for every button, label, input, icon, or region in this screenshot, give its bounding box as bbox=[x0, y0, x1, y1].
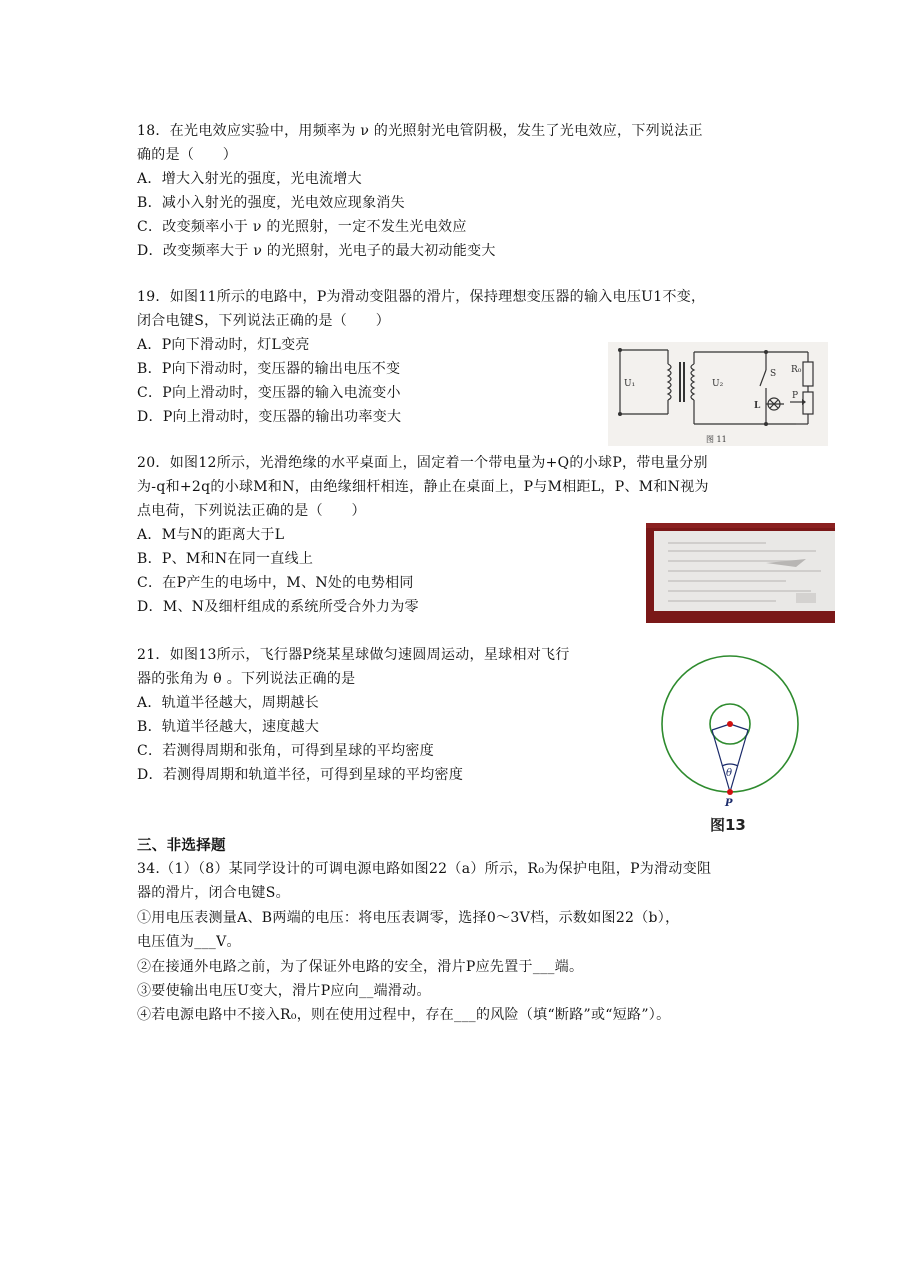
section3-heading: 三、非选择题 bbox=[137, 838, 226, 854]
q34-line2: 器的滑片，闭合电键S。 bbox=[137, 885, 290, 901]
fig13-label-theta: θ bbox=[726, 768, 733, 779]
q21-option-b: B．轨道半径越大，速度越大 bbox=[137, 719, 320, 735]
q34-line3: ①用电压表测量A、B两端的电压：将电压表调零，选择0～3V档，示数如图22（b）， bbox=[137, 910, 680, 926]
q18-option-c: C．改变频率小于 ν 的光照射，一定不发生光电效应 bbox=[137, 219, 467, 235]
q18-stem-line1: 18．在光电效应实验中，用频率为 ν 的光照射光电管阴极，发生了光电效应，下列说法正 bbox=[137, 123, 703, 139]
q20-option-c: C．在P产生的电场中，M、N处的电势相同 bbox=[137, 575, 414, 591]
q18-option-a: A．增大入射光的强度，光电流增大 bbox=[137, 171, 362, 187]
q18-option-b: B．减小入射光的强度，光电效应现象消失 bbox=[137, 195, 405, 211]
fig11-label-r0: R₀ bbox=[791, 365, 802, 375]
fig11-label-s: S bbox=[770, 369, 777, 379]
fig11-label-u1: U₁ bbox=[624, 379, 636, 389]
fig11-label-p: P bbox=[792, 391, 799, 401]
q20-stem-line3: 点电荷，下列说法正确的是（ ） bbox=[137, 503, 366, 519]
figure-11-circuit bbox=[608, 342, 828, 446]
q19-stem-line2: 闭合电键S，下列说法正确的是（ ） bbox=[137, 313, 390, 329]
q20-option-d: D．M、N及细杆组成的系统所受合外力为零 bbox=[137, 599, 419, 615]
q34-line4: 电压值为___V。 bbox=[137, 934, 241, 950]
q21-option-d: D．若测得周期和轨道半径，可得到星球的平均密度 bbox=[137, 767, 464, 783]
q19-stem-line1: 19．如图11所示的电路中，P为滑动变阻器的滑片，保持理想变压器的输入电压U1不变， bbox=[137, 289, 706, 305]
planet-center-dot bbox=[727, 721, 733, 727]
q34-line6: ③要使输出电压U变大，滑片P应向__端滑动。 bbox=[137, 983, 431, 999]
fig11-label-l: L bbox=[754, 401, 761, 411]
fig11-caption: 图 11 bbox=[706, 435, 727, 444]
figure-13-orbit bbox=[658, 652, 806, 812]
q34-line1: 34.（1）（8）某同学设计的可调电源电路如图22（a）所示，R₀为保护电阻，P为滑动变阻 bbox=[137, 861, 712, 877]
q21-stem-line2: 器的张角为 θ 。下列说法正确的是 bbox=[137, 671, 356, 687]
fig13-caption: 图13 bbox=[710, 816, 746, 834]
spacecraft-dot bbox=[727, 789, 733, 795]
q34-line7: ④若电源电路中不接入R₀，则在使用过程中，存在___的风险（填“断路”或“短路”）。 bbox=[137, 1007, 671, 1023]
fig11-label-u2: U₂ bbox=[712, 379, 724, 389]
q19-option-c: C．P向上滑动时，变压器的输入电流变小 bbox=[137, 385, 401, 401]
q21-stem-line1: 21．如图13所示，飞行器P绕某星球做匀速圆周运动，星球相对飞行 bbox=[137, 647, 570, 663]
q19-option-a: A．P向下滑动时，灯L变亮 bbox=[137, 337, 310, 353]
q21-option-a: A．轨道半径越大，周期越长 bbox=[137, 695, 320, 711]
q20-option-b: B．P、M和N在同一直线上 bbox=[137, 551, 314, 567]
fig13-label-p: P bbox=[725, 798, 733, 809]
q19-option-d: D．P向上滑动时，变压器的输出功率变大 bbox=[137, 409, 402, 425]
q18-stem-line2: 确的是（ ） bbox=[137, 147, 238, 163]
q20-option-a: A．M与N的距离大于L bbox=[137, 527, 285, 543]
q20-stem-line2: 为-q和+2q的小球M和N，由绝缘细杆相连，静止在桌面上，P与M相距L，P、M和N视为 bbox=[137, 479, 709, 495]
q19-option-b: B．P向下滑动时，变压器的输出电压不变 bbox=[137, 361, 401, 377]
figure-12-photo bbox=[646, 523, 835, 623]
q21-option-c: C．若测得周期和张角，可得到星球的平均密度 bbox=[137, 743, 435, 759]
q20-stem-line1: 20．如图12所示，光滑绝缘的水平桌面上，固定着一个带电量为+Q的小球P，带电量分别 bbox=[137, 455, 708, 471]
q18-option-d: D．改变频率大于 ν 的光照射，光电子的最大初动能变大 bbox=[137, 243, 496, 259]
q34-line5: ②在接通外电路之前，为了保证外电路的安全，滑片P应先置于___端。 bbox=[137, 959, 584, 975]
